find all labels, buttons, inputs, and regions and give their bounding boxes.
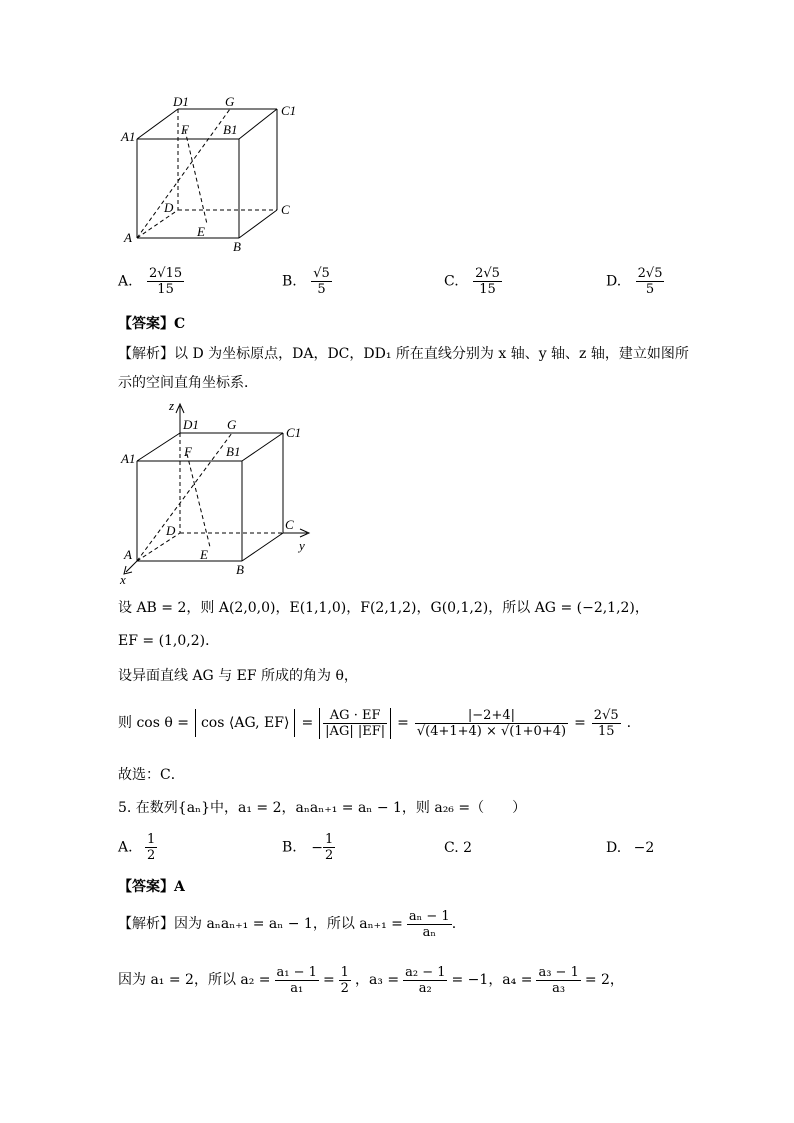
q5-stem: 5. 在数列{aₙ}中，a₁ = 2，aₙaₙ₊₁ = aₙ − 1，则 a₂₆ =（ ） [118, 800, 527, 816]
label-B1: B1 [226, 444, 241, 459]
q4-analysis-line2: 示的空间直角坐标系． [118, 375, 258, 391]
q5-analysis2: 因为 a₁ = 2，所以 a₂ = $\frac{\text{a₁ − 1}}{\text{a₁}}$ = $\frac{1}{2}$ ，a₃ = $\frac{\text{a₂ − 1}}{\text{a₂}}$ = −1 ，a₄ = $\frac{\text{a₃ − 1}}{\text{a₃}}$ = 2， [118, 964, 624, 996]
cube-figure-2 [115, 396, 325, 586]
cube-figure-1 [115, 92, 315, 260]
label-A1: A1 [121, 129, 136, 144]
label-x: x [120, 572, 126, 586]
label-F: F [184, 444, 192, 459]
label-A: A [124, 230, 132, 245]
label-G: G [227, 417, 237, 432]
q4-answer: 【答案】C [118, 316, 186, 332]
cos-abs: cos ⟨AG, EF⟩ [195, 709, 295, 737]
label-D: D [166, 523, 176, 538]
q4-cos-formula: 则 cos θ = cos ⟨AG, EF⟩ = $\frac{AG \cdot EF}{|AG| |EF|}$ = $\frac{|-2+4|}{√(4+1+4) \times √(1+0+4)}$ = $\frac{2√5}{15}$ . [118, 707, 632, 739]
label-C: C [281, 202, 290, 217]
q5-option-a: A. $\frac{1}{2}$ [118, 832, 156, 863]
label-A: A [124, 547, 132, 562]
q4-coord-line1: 设 AB = 2，则 A(2,0,0)，E(1,1,0)，F(2,1,2)，G(0,1,2)，所以 AG = (−2,1,2)， [118, 600, 649, 616]
q5-option-c: C. 2 [444, 840, 473, 856]
label-B: B [233, 239, 241, 254]
q4-option-d: D. $\frac{2√5}{5}$ [606, 266, 663, 297]
label-F: F [181, 122, 189, 137]
q4-coord-line2: EF = (1,0,2)． [118, 633, 220, 649]
label-C1: C1 [286, 425, 302, 440]
q4-angle-line: 设异面直线 AG 与 EF 所成的角为 θ， [118, 668, 358, 684]
q5-option-d: D. −2 [606, 840, 655, 856]
label-y: y [299, 538, 305, 553]
q4-option-a: A. $\frac{2√15}{15}$ [118, 266, 183, 297]
label-E: E [197, 224, 205, 239]
label-D: D [164, 200, 174, 215]
label-C1: C1 [281, 103, 297, 118]
label-D1: D1 [173, 94, 189, 109]
q4-option-b: B. $\frac{√5}{5}$ [282, 266, 330, 297]
label-G: G [225, 94, 235, 109]
label-B: B [236, 562, 244, 577]
label-B1: B1 [223, 122, 238, 137]
label-z: z [169, 398, 175, 413]
q5-answer: 【答案】A [118, 879, 185, 895]
q5-analysis1: 【解析】因为 aₙaₙ₊₁ = aₙ − 1，所以 aₙ₊₁ = $\frac{\text{aₙ − 1}}{\text{aₙ}}$ . [118, 908, 457, 940]
label-C: C [285, 517, 294, 532]
label-D1: D1 [183, 417, 199, 432]
q4-option-c: C. $\frac{2√5}{15}$ [444, 266, 500, 297]
q5-option-b: B. − $\frac{1}{2}$ [282, 832, 334, 863]
q4-analysis-line1: 【解析】以 D 为坐标原点，DA，DC，DD₁ 所在直线分别为 x 轴、y 轴、z 轴，建立如图所 [118, 346, 689, 362]
label-E: E [200, 547, 208, 562]
label-A1: A1 [121, 451, 136, 466]
q4-conclusion: 故选：C． [118, 767, 185, 783]
